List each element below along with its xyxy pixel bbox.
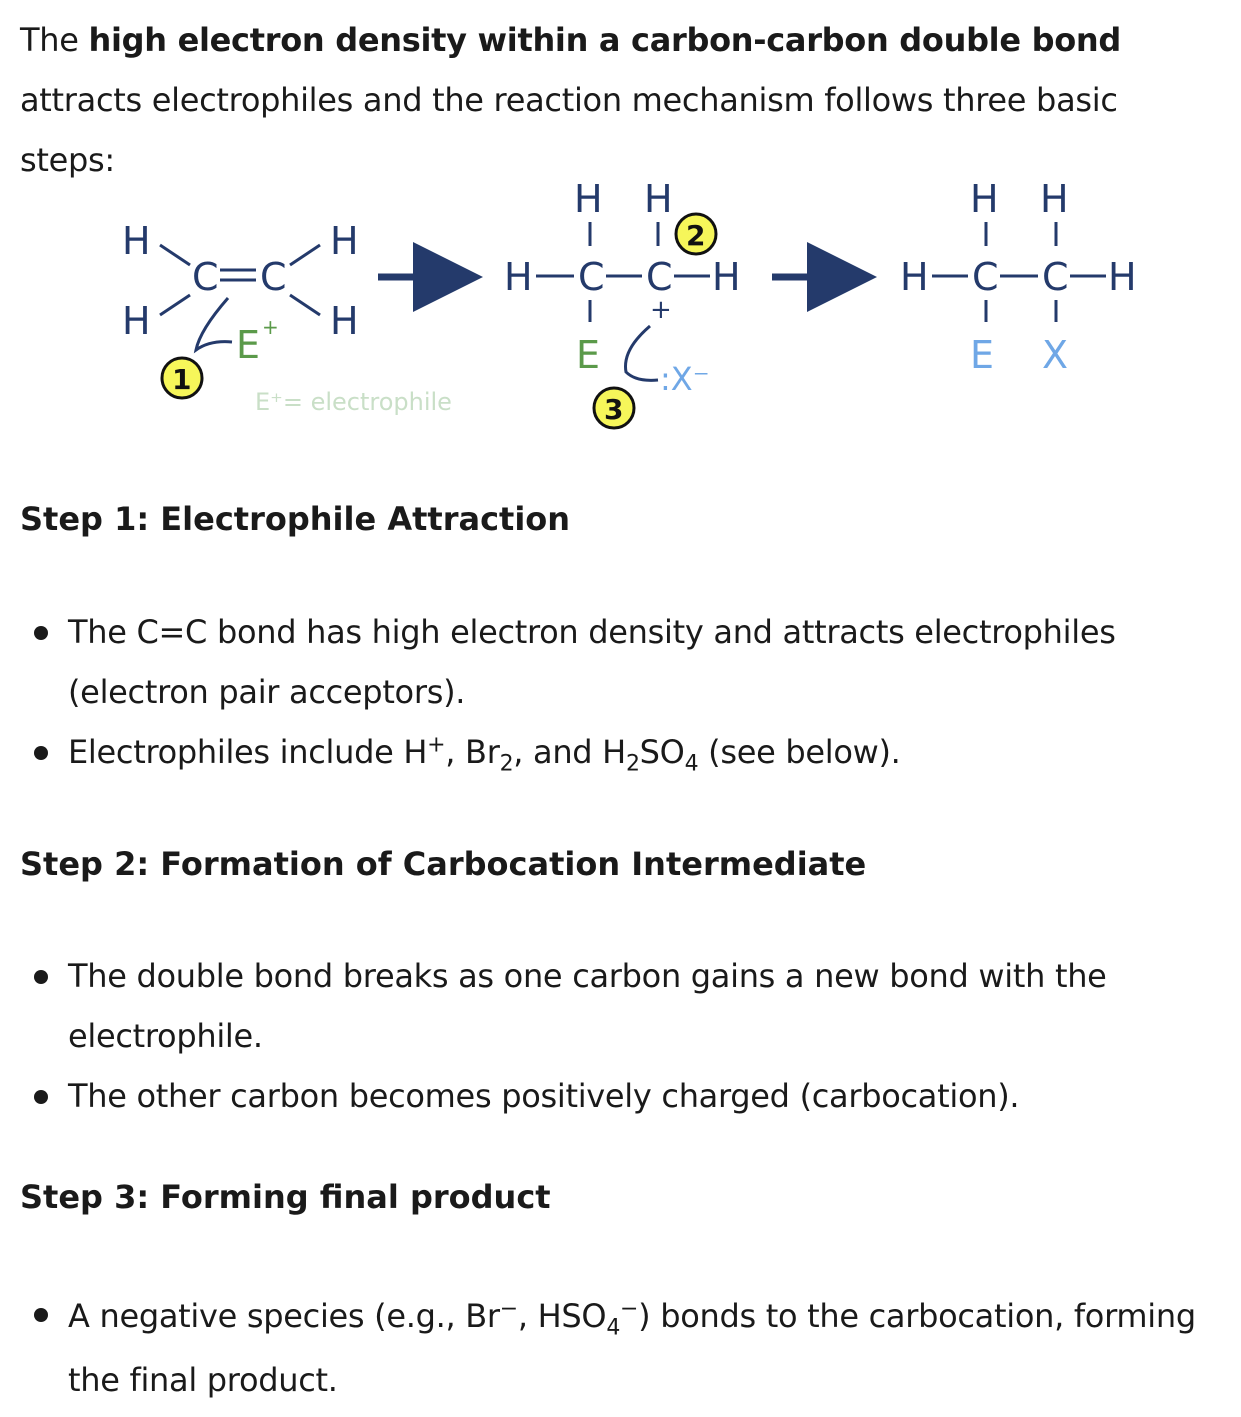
int-c-1: C: [578, 255, 605, 299]
nucleophile-x: :X⁻: [660, 360, 710, 398]
curly-arrow-1: [196, 298, 232, 350]
text-run: ) bonds to the carbocation, forming the final product.: [68, 1297, 1196, 1399]
prod-c-1: C: [972, 255, 999, 299]
text-run: The double bond breaks as one carbon gains a new bond with the electrophile.: [68, 957, 1107, 1055]
prod-h-right: H: [1108, 255, 1137, 299]
step-2-bullet-2: [0, 1066, 1230, 1126]
intro-prefix: The: [20, 21, 89, 59]
prod-h-top-1: H: [970, 177, 999, 221]
electrophile-e: E: [236, 323, 261, 367]
step-number-2: 2: [686, 219, 706, 252]
electrophile-legend: E⁺= electrophile: [255, 388, 452, 416]
mechanism-svg: [0, 150, 1241, 450]
electrophile-charge: +: [262, 315, 279, 339]
text-run: SO: [639, 733, 685, 771]
int-h-right: H: [712, 255, 741, 299]
step-number-3: 3: [604, 393, 624, 426]
bond-h4: [290, 295, 320, 315]
prod-h-left: H: [900, 255, 929, 299]
int-c-2: C: [646, 255, 673, 299]
step-1-heading: Step 1: Electrophile Attraction: [20, 500, 571, 538]
int-h-top-1: H: [574, 177, 603, 221]
text-run: , HSO: [517, 1297, 607, 1335]
subscript: 2: [625, 751, 640, 777]
int-e: E: [576, 333, 601, 377]
step-3-bullet-1: [0, 1284, 1230, 1412]
superscript: +: [427, 732, 446, 758]
alkene-h-top-left: H: [122, 219, 151, 263]
bond-h1: [160, 245, 190, 265]
text-run: The other carbon becomes positively charged (carbocation).: [68, 1077, 1020, 1115]
text-run: The C=C bond has high electron density and attracts electrophiles (electron pair acceptors).: [68, 613, 1116, 711]
step-2-bullets: [0, 946, 1230, 1126]
alkene-molecule: [122, 219, 452, 416]
text-run: A negative species (e.g., Br: [68, 1297, 500, 1335]
step-3-bullets: [0, 1284, 1230, 1412]
prod-c-2: C: [1042, 255, 1069, 299]
intro-suffix: attracts electrophiles and the reaction mechanism follows three basic steps:: [20, 81, 1118, 179]
prod-x: X: [1042, 333, 1069, 377]
subscript: 4: [606, 1315, 621, 1341]
carbocation-molecule: [504, 177, 741, 428]
alkene-h-bottom-right: H: [330, 299, 359, 343]
product-molecule: [900, 177, 1137, 377]
step-number-1: 1: [172, 363, 192, 396]
alkene-h-bottom-left: H: [122, 299, 151, 343]
text-run: Electrophiles include H: [68, 733, 428, 771]
mechanism-diagram: [0, 150, 1241, 450]
intro-bold-phrase: high electron density within a carbon-carbon double bond: [88, 21, 1121, 59]
int-h-top-2: H: [644, 177, 673, 221]
subscript: 4: [684, 751, 699, 777]
step-1-bullets: [0, 602, 1230, 782]
carbocation-charge: +: [650, 295, 672, 325]
prod-h-top-2: H: [1040, 177, 1069, 221]
superscript: −: [499, 1296, 518, 1322]
curly-arrow-3: [626, 326, 659, 380]
step-2-heading: Step 2: Formation of Carbocation Intermediate: [20, 845, 867, 883]
step-1-bullet-1: [0, 602, 1230, 722]
text-run: , and H: [513, 733, 626, 771]
alkene-c-left: C: [192, 255, 219, 299]
alkene-c-right: C: [260, 255, 287, 299]
text-run: (see below).: [698, 733, 901, 771]
step-2-bullet-1: [0, 946, 1230, 1066]
superscript: −: [620, 1296, 639, 1322]
prod-e: E: [970, 333, 995, 377]
step-3-heading: Step 3: Forming final product: [20, 1178, 551, 1216]
bond-h2: [160, 295, 190, 315]
subscript: 2: [499, 751, 514, 777]
step-1-bullet-2: [0, 722, 1230, 782]
alkene-h-top-right: H: [330, 219, 359, 263]
text-run: , Br: [445, 733, 500, 771]
int-h-left: H: [504, 255, 533, 299]
bond-h3: [290, 245, 320, 265]
